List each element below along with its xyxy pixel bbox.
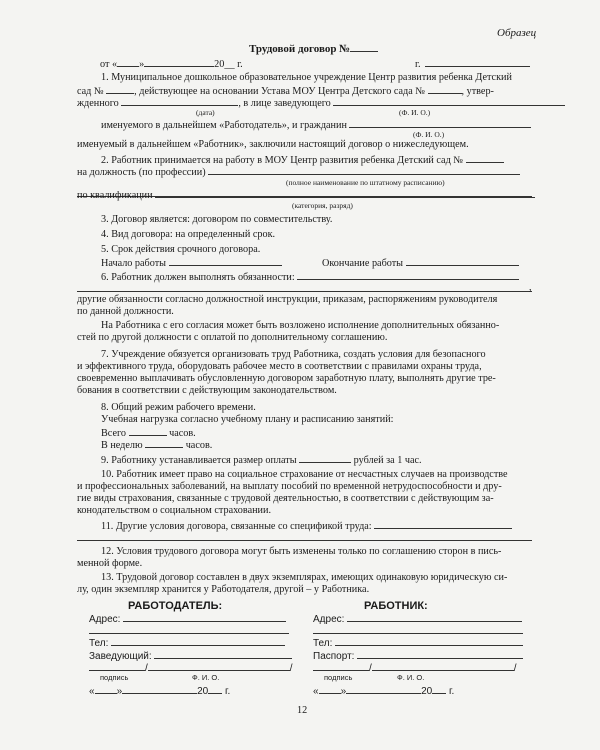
p10-line3: гие виды страхования, связанные с трудовой деятельностью, в соответствии с действующим за-: [77, 493, 494, 504]
p2-qualification: по квалификации: [77, 190, 153, 201]
p3: 3. Договор является: договором по совместительству.: [101, 214, 333, 225]
p13-line1: 13. Трудовой договор составлен в двух экземплярах, имеющих одинаковую юридическую си-: [101, 572, 508, 583]
p6-line4: стей по другой должности с оплатой по дополнительному соглашению.: [77, 332, 388, 343]
p4: 4. Вид договора: на определенный срок.: [101, 229, 276, 240]
p5-title: 5. Срок действия срочного договора.: [101, 244, 261, 255]
p8-week-hours: часов.: [185, 440, 213, 451]
sample-label: Образец: [497, 27, 537, 39]
p5-end-label: Окончание работы: [322, 258, 404, 269]
caption-qualification: (категория, разряд): [292, 201, 353, 210]
employer-sign-line: / /: [89, 661, 293, 674]
p12-line2: менной форме.: [77, 558, 143, 569]
employer-date-g: г.: [225, 686, 231, 697]
p13-line2: лу, один экземпляр хранится у Работодателя, другой – у Работника.: [77, 584, 370, 595]
p6-title-text: 6. Работник должен выполнять обязанности:: [101, 272, 295, 283]
employee-date-year: 20: [421, 686, 433, 697]
employer-address-rule: [89, 633, 289, 634]
p6-line2: по данной должности.: [77, 306, 174, 317]
employer-phone-label: Тел:: [89, 638, 109, 649]
employer-date-year: 20: [197, 686, 209, 697]
p1-line5: именуемый в дальнейшем «Работник», заключили настоящий договор о нижеследующем.: [77, 139, 469, 150]
p2-text: 2. Работник принимается на работу в МОУ Центр развития ребенка Детский сад №: [101, 155, 464, 166]
p10-line4: конодательством о социальном страховании.: [77, 505, 271, 516]
employer-sign-caption: подпись: [100, 673, 129, 682]
p1-sad: сад №: [77, 86, 104, 97]
p7-line3: своевременно выплачивать обусловленную договором заработную плату, выполнять другие тре-: [77, 373, 496, 384]
rule-other-conditions: [77, 540, 532, 541]
p11: [101, 519, 512, 532]
p5-end: [322, 256, 519, 269]
p8-title: 8. Общий режим рабочего времени.: [101, 402, 256, 413]
employer-address: [89, 612, 286, 625]
p1-zhdennogo: жденного: [77, 98, 119, 109]
p2-position: на должность (по профессии): [77, 167, 206, 178]
p6-title: [101, 270, 519, 283]
p5-start: [101, 256, 282, 269]
employer-phone: [89, 636, 285, 649]
p9-b: рублей за 1 час.: [353, 455, 422, 466]
employee-sign-caption: подпись: [324, 673, 353, 682]
p9-a: 9. Работнику устанавливается размер оплаты: [101, 455, 297, 466]
p1-utver: , утвер-: [461, 86, 494, 97]
p7-line1: 7. Учреждение обязуется организовать труд Работника, создать условия для безопасного: [101, 349, 486, 360]
employer-head-label: Заведующий:: [89, 651, 152, 662]
p2-line3: [77, 188, 535, 201]
p6-line1: другие обязанности согласно должностной инструкции, приказам, распоряжениям руководителя: [77, 294, 498, 305]
employer-fio-caption: Ф. И. О.: [192, 673, 220, 682]
city-g: г.: [415, 59, 421, 70]
p10-line2: и профессиональных заболеваний, на выплату пособий по временной нетрудоспособности и дру-: [77, 481, 502, 492]
p8-line1: Учебная нагрузка согласно учебному плану и расписанию занятий:: [101, 414, 394, 425]
document-title: [249, 42, 378, 55]
p6-line3: На Работника с его согласия может быть возложено исполнение дополнительных обязанно-: [101, 320, 500, 331]
date-from: от «: [100, 59, 118, 70]
p8-total-label: Всего: [101, 428, 126, 439]
employee-sign-line: / /: [313, 661, 517, 674]
caption-date: (дата): [196, 108, 215, 117]
p8-week: [101, 438, 212, 451]
p1-grazhdanin: именуемого в дальнейшем «Работодатель», и гражданин: [101, 120, 347, 131]
employee-address: [313, 612, 522, 625]
p9: [101, 453, 422, 466]
p7-line4: бования в соответствии с действующим законодательством.: [77, 385, 337, 396]
p8-week-label: В неделю: [101, 440, 143, 451]
employee-date: « » 20 г.: [313, 686, 455, 697]
caption-fio2: (Ф. И. О.): [413, 130, 445, 139]
p1-zaveduyushchego: , в лице заведующего: [238, 98, 331, 109]
employer-heading: РАБОТОДАТЕЛЬ:: [128, 600, 223, 612]
employee-address-rule: [313, 633, 523, 634]
date-line: [100, 57, 243, 70]
employee-date-g: г.: [449, 686, 455, 697]
p12-line1: 12. Условия трудового договора могут быть изменены только по соглашению сторон в пись-: [101, 546, 502, 557]
caption-fio: (Ф. И. О.): [399, 108, 431, 117]
p1-line1: 1. Муниципальное дошкольное образовательное учреждение Центр развития ребенка Детский: [101, 72, 512, 83]
p1-line3: [77, 96, 565, 109]
p10-line1: 10. Работник имеет право на социальное страхование от несчастных случаев на производстве: [101, 469, 508, 480]
duties-comma: ,: [529, 282, 532, 293]
employee-passport-label: Паспорт:: [313, 651, 355, 662]
employee-phone: [313, 636, 523, 649]
caption-position: (полное наименование по штатному расписанию): [286, 178, 445, 187]
date-quote: »: [139, 59, 145, 70]
p1-line4: [101, 118, 531, 131]
title-text: Трудовой договор №: [249, 43, 351, 55]
city-line: [415, 57, 530, 70]
p8-total-hours: часов.: [169, 428, 196, 439]
p7-line2: и эффективного труда, оборудовать рабочее место в соответствии с правилами охраны труда,: [77, 361, 482, 372]
p2-line2: [77, 165, 520, 178]
employee-address-label: Адрес:: [313, 614, 345, 625]
employee-heading: РАБОТНИК:: [364, 600, 428, 612]
p11-text: 11. Другие условия договора, связанные со спецификой труда:: [101, 521, 372, 532]
employer-date: « » 20 г.: [89, 686, 231, 697]
page-number: 12: [297, 705, 308, 716]
p1-ustav: , действующее на основании Устава МОУ Центра Детского сада №: [134, 86, 425, 97]
employee-fio-caption: Ф. И. О.: [397, 673, 425, 682]
employer-address-label: Адрес:: [89, 614, 121, 625]
rule-duties: [77, 291, 532, 292]
employee-phone-label: Тел:: [313, 638, 333, 649]
date-year: 20__ г.: [214, 59, 243, 70]
p5-start-label: Начало работы: [101, 258, 166, 269]
